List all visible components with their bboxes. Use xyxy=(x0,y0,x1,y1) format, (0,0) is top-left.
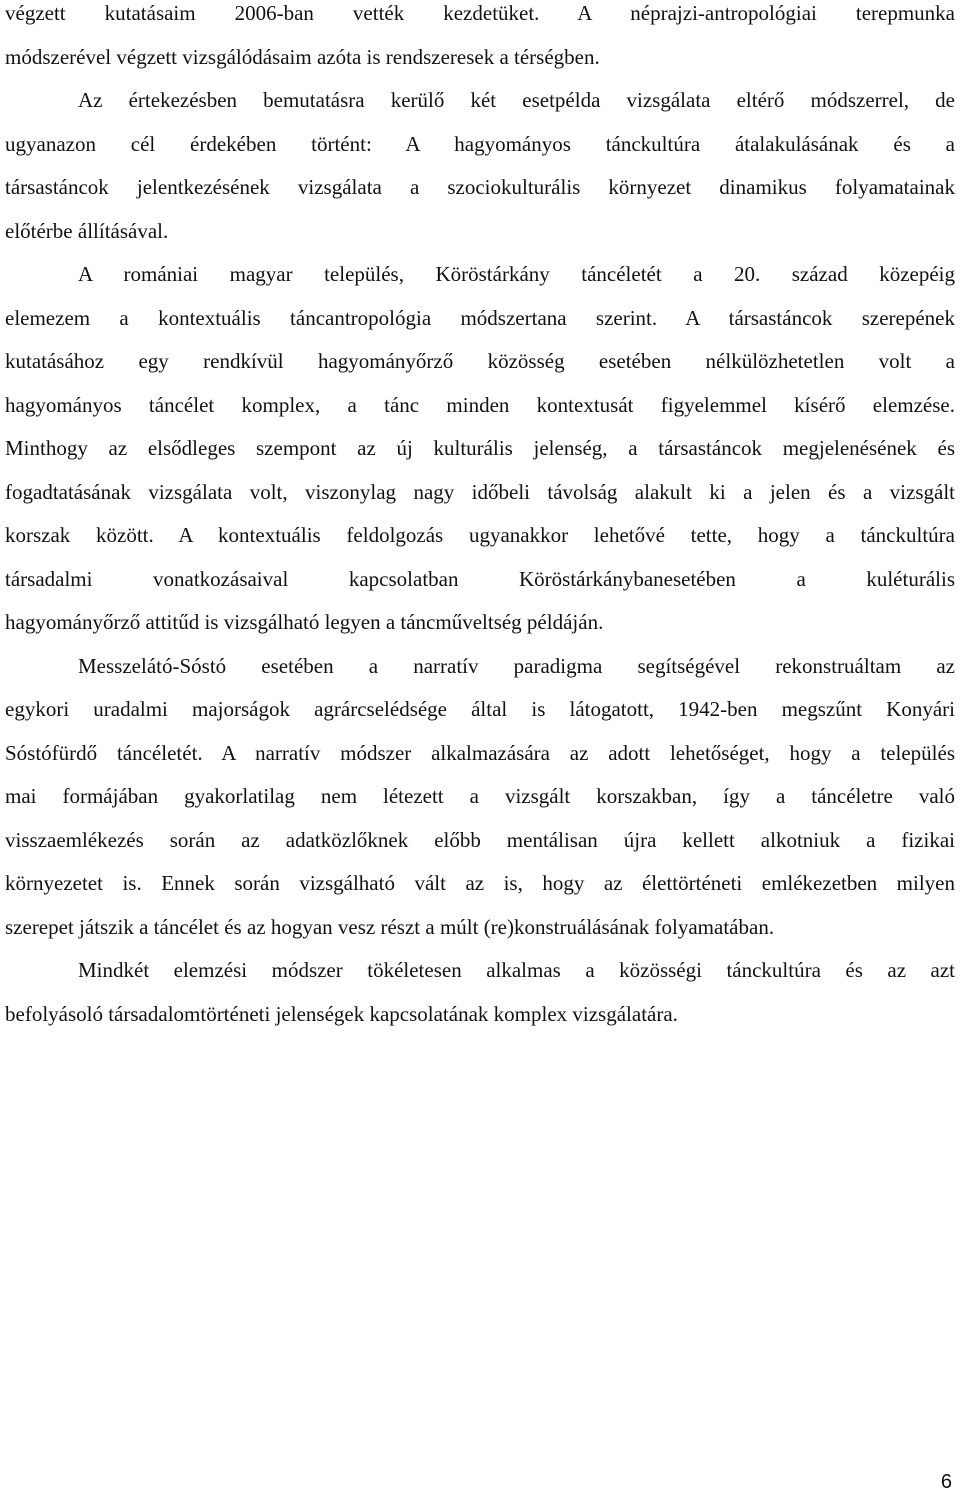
document-body xyxy=(5,0,955,1036)
text-line: Az értekezésben bemutatásra kerülő két esetpélda vizsgálata eltérő módszerrel, de xyxy=(78,88,955,112)
text-line: kutatásához egy rendkívül hagyományőrző közösség esetében nélkülözhetetlen volt a xyxy=(5,349,955,373)
text-line: befolyásoló társadalomtörténeti jelenségek kapcsolatának komplex vizsgálatára. xyxy=(5,1001,678,1026)
text-line: A romániai magyar település, Köröstárkány táncéletét a 20. század közepéig xyxy=(78,262,955,286)
text-line: társadalmi vonatkozásaival kapcsolatban Köröstárkánybanesetében a kuléturális xyxy=(5,566,955,591)
text-line: hagyományos táncélet komplex, a tánc minden kontextusát figyelemmel kísérő elemzése. xyxy=(5,392,955,417)
text-line: Minthogy az elsődleges szempont az új kulturális jelenség, a társastáncok megjelenésének és xyxy=(5,436,955,460)
text-line: környezetet is. Ennek során vizsgálható vált az is, hogy az élettörténeti emlékezetben milyen xyxy=(5,871,955,895)
text-line: mai formájában gyakorlatilag nem létezett a vizsgált korszakban, így a táncéletre való xyxy=(5,784,955,808)
text-line: Messzelátó-Sóstó esetében a narratív paradigma segítségével rekonstruáltam az xyxy=(78,653,955,678)
text-line: visszaemlékezés során az adatközlőknek előbb mentálisan újra kellett alkotniuk a fizikai xyxy=(5,827,955,852)
paragraph-2 xyxy=(5,79,955,253)
text-line: Mindkét elemzési módszer tökéletesen alkalmas a közösségi tánckultúra és az azt xyxy=(78,958,955,982)
text-line: társastáncok jelentkezésének vizsgálata a szociokulturális környezet dinamikus folyamatainak xyxy=(5,175,955,199)
text-line: Sóstófürdő táncéletét. A narratív módszer alkalmazására az adott lehetőséget, hogy a település xyxy=(5,740,955,765)
text-line: egykori uradalmi majorságok agrárcselédsége által is látogatott, 1942-ben megszűnt Konyári xyxy=(5,697,955,721)
paragraph-4 xyxy=(5,645,955,950)
paragraph-1 xyxy=(5,0,955,79)
text-line: hagyományőrző attitűd is vizsgálható legyen a táncműveltség példáján. xyxy=(5,610,604,634)
text-line: végzett kutatásaim 2006-ban vették kezdetüket. A néprajzi-antropológiai terepmunka xyxy=(5,1,955,25)
text-line: fogadtatásának vizsgálata volt, viszonylag nagy időbeli távolság alakult ki a jelen és a vizsgált xyxy=(5,479,955,504)
text-line: ugyanazon cél érdekében történt: A hagyományos tánckultúra átalakulásának és a xyxy=(5,131,955,156)
paragraph-5 xyxy=(5,949,955,1036)
text-line: módszerével végzett vizsgálódásaim azóta is rendszeresek a térségben. xyxy=(5,44,600,69)
text-line: szerepet játszik a táncélet és az hogyan vesz részt a múlt (re)konstruálásának folyamatában. xyxy=(5,914,775,939)
paragraph-3 xyxy=(5,253,955,645)
page-number: 6 xyxy=(940,1471,952,1493)
text-line: előtérbe állításával. xyxy=(5,218,169,243)
text-line: korszak között. A kontextuális feldolgozás ugyanakkor lehetővé tette, hogy a tánckultúra xyxy=(5,523,955,547)
text-line: elemezem a kontextuális táncantropológia módszertana szerint. A társastáncok szerepének xyxy=(5,305,955,330)
